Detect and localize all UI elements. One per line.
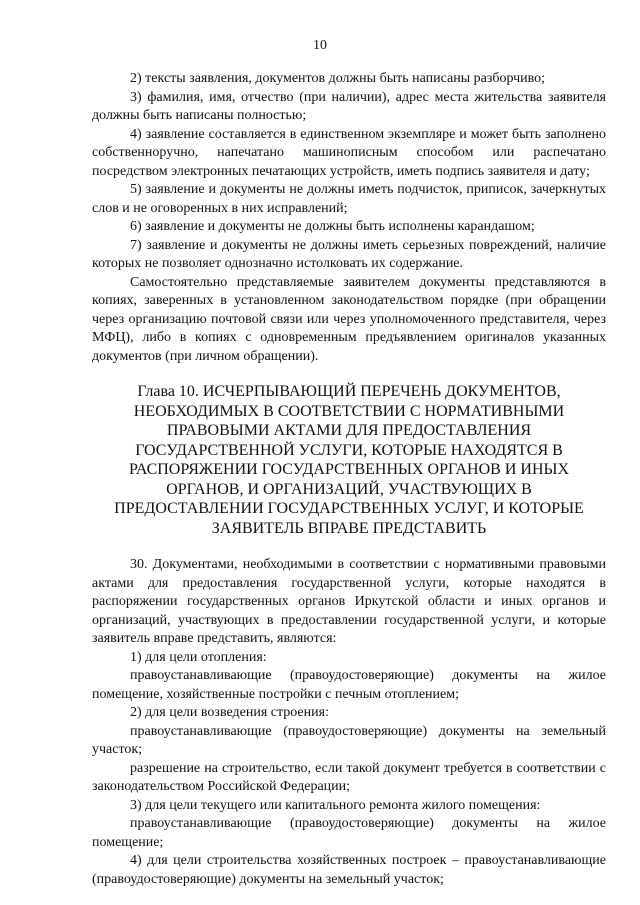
spacer — [92, 538, 606, 556]
paragraph-item-2: 2) тексты заявления, документов должны быть написаны разборчиво; — [130, 71, 546, 86]
spacer — [92, 366, 606, 382]
document-body — [92, 70, 606, 889]
paragraph-30: 30. Документами, необходимыми в соответствии с нормативными правовыми актами для предоставления государственной услуги, которые находятся в распоряжении государственных органов Иркутской области и иных органов и организаций, участвующих в предоставлении государственной услуги, и которые заявитель вправе представить, являются: — [92, 557, 606, 646]
paragraph-item-3: 3) фамилия, имя, отчество (при наличии), адрес места жительства заявителя должны быть написаны полностью; — [92, 89, 606, 123]
list-heading-heating: 1) для цели отопления: — [130, 649, 267, 665]
page-number: 10 — [313, 38, 327, 53]
list-item-land-docs: правоустанавливающие (правоудостоверяющие) документы на земельный участок; — [92, 723, 606, 757]
list-item-heating-docs: правоустанавливающие (правоудостоверяющие) документы на жилое помещение, хозяйственные постройки с печным отоплением; — [92, 668, 606, 702]
paragraph-item-7: 7) заявление и документы не должны иметь серьезных повреждений, наличие которых не позволяет однозначно истолковать их содержание. — [92, 237, 606, 271]
chapter-heading: Глава 10. ИСЧЕРПЫВАЮЩИЙ ПЕРЕЧЕНЬ ДОКУМЕНТОВ, НЕОБХОДИМЫХ В СООТВЕТСТВИИ С НОРМАТИВНЫМИ ПРАВОВЫМИ АКТАМИ ДЛЯ ПРЕДОСТАВЛЕНИЯ ГОСУДАРСТВЕННОЙ УСЛУГИ, КОТОРЫЕ НАХОДЯТСЯ В РАСПОРЯЖЕНИИ ГОСУДАРСТВЕННЫХ ОРГАНОВ И ИНЫХ ОРГАНОВ, И ОРГАНИЗАЦИЙ, УЧАСТВУЮЩИХ В ПРЕДОСТАВЛЕНИИ ГОСУДАРСТВЕННЫХ УСЛУГ, И КОТОРЫЕ ЗАЯВИТЕЛЬ ВПРАВЕ ПРЕДСТАВИТЬ — [114, 383, 584, 537]
list-item-building-permit: разрешение на строительство, если такой документ требуется в соответствии с законодательством Российской Федерации; — [92, 760, 606, 794]
paragraph-item-4: 4) заявление составляется в единственном экземпляре и может быть заполнено собственноручно, напечатано машинописным способом или распечатано посредством электронных печатающих устройств, иметь подпись заявителя и дату; — [92, 126, 606, 179]
list-item-housing-docs: правоустанавливающие (правоудостоверяющие) документы на жилое помещение; — [92, 816, 606, 850]
list-item-outbuildings: 4) для цели строительства хозяйственных построек – правоустанавливающие (правоудостоверяющие) документы на земельный участок; — [92, 853, 606, 887]
paragraph-item-6: 6) заявление и документы не должны быть исполнены карандашом; — [130, 219, 535, 234]
paragraph-copies: Самостоятельно представляемые заявителем документы представляются в копиях, заверенных в установленном законодательством порядке (при обращении через организацию почтовой связи или через уполномоченного представителя, через МФЦ), либо в копиях с одновременным предъявлением оригиналов указанных документов (при личном обращении). — [92, 274, 606, 364]
list-heading-construction: 2) для цели возведения строения: — [130, 705, 329, 720]
list-heading-repair: 3) для цели текущего или капитального ремонта жилого помещения: — [130, 797, 541, 813]
paragraph-item-5: 5) заявление и документы не должны иметь подчисток, приписок, зачеркнутых слов и не оговоренных в них исправлений; — [92, 182, 606, 216]
